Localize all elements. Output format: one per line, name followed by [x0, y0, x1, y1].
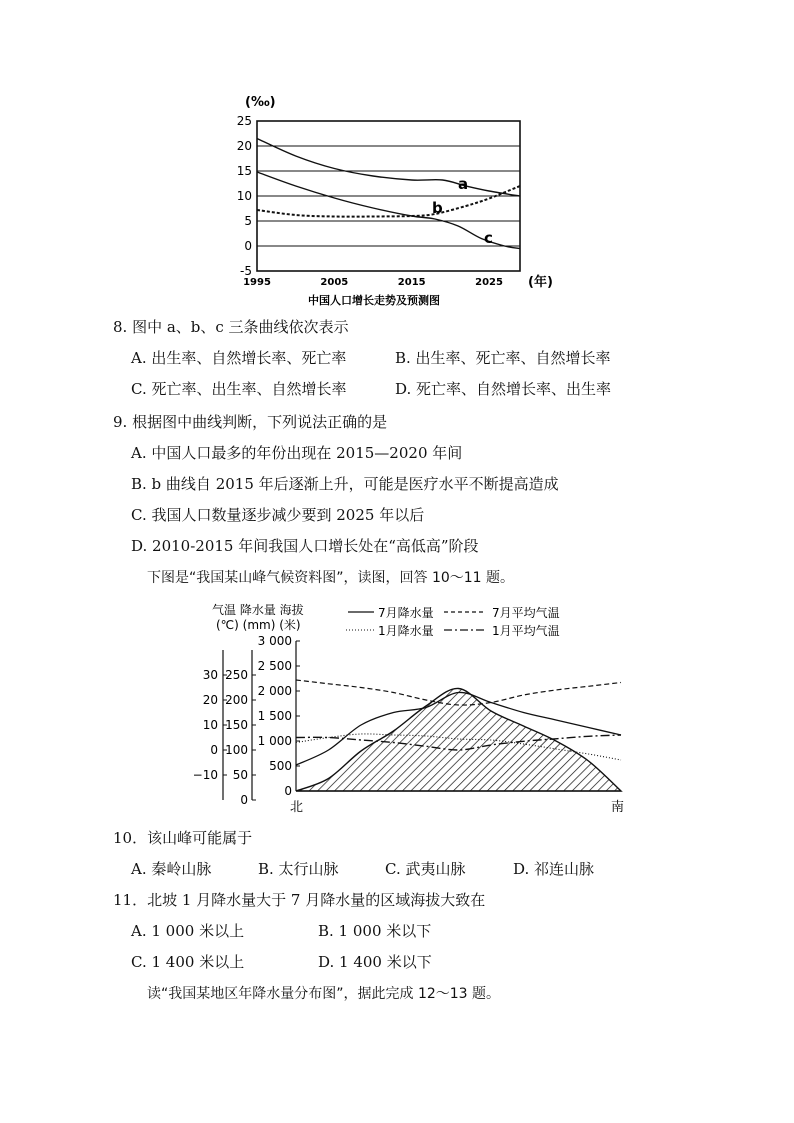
q11-option-b[interactable]: B. 1 000 米以下 [318, 922, 432, 940]
legend-jan-temp: 1月平均气温 [492, 624, 560, 638]
legend-july-temp: 7月平均气温 [492, 606, 560, 620]
chart1-y-tick-label: 10 [236, 189, 252, 203]
q10-option-c[interactable]: C. 武夷山脉 [385, 860, 466, 878]
q10-option-a[interactable]: A. 秦岭山脉 [131, 860, 212, 878]
precip-tick-label: 150 [225, 718, 248, 732]
mountain-profile [296, 688, 621, 791]
temp-tick-label: 30 [202, 668, 218, 682]
temp-tick-label: 20 [202, 693, 218, 707]
precip-tick-label: 100 [225, 743, 248, 757]
curve-label-c: c [484, 229, 493, 247]
altitude-tick-label: 1 000 [257, 734, 292, 748]
chart1-y-tick-label: 5 [244, 214, 252, 228]
q8-option-b[interactable]: B. 出生率、死亡率、自然增长率 [395, 349, 611, 367]
question-8-stem: 8. 图中 a、b、c 三条曲线依次表示 [113, 318, 349, 336]
chart1-y-tick-label: 20 [236, 139, 252, 153]
q9-option-b[interactable]: B. b 曲线自 2015 年后逐渐上升，可能是医疗水平不断提高造成 [131, 475, 559, 493]
precip-tick-label: 0 [240, 793, 248, 807]
mountain-climate-chart [192, 598, 636, 816]
chart1-x-tick-label: 2015 [397, 277, 426, 288]
q11-option-a[interactable]: A. 1 000 米以上 [131, 922, 245, 940]
q11-option-c[interactable]: C. 1 400 米以上 [131, 953, 245, 971]
question-11-stem: 11．北坡 1 月降水量大于 7 月降水量的区域海拔大致在 [113, 891, 486, 909]
temp-tick-label: 10 [202, 718, 218, 732]
chart2-axis-header-2: (℃) (mm) (米) [216, 618, 301, 632]
chart1-gridlines [257, 146, 520, 246]
intro-12-13: 读“我国某地区年降水量分布图”，据此完成 12～13 题。 [147, 986, 501, 1002]
chart1-series [257, 139, 520, 249]
chart2-south-label: 南 [611, 800, 625, 815]
chart1-x-tick-label: 2025 [475, 277, 503, 288]
precip-tick-label: 200 [225, 693, 248, 707]
chart2-north-label: 北 [290, 800, 304, 815]
q9-option-c[interactable]: C. 我国人口数量逐步减少要到 2025 年以后 [131, 506, 425, 524]
altitude-tick-label: 2 000 [257, 684, 292, 698]
q10-option-d[interactable]: D. 祁连山脉 [513, 860, 595, 878]
chart1-y-tick-label: 25 [236, 114, 252, 128]
q10-option-b[interactable]: B. 太行山脉 [258, 860, 339, 878]
curve-label-a: a [458, 175, 469, 193]
curve-c [257, 172, 520, 249]
chart1-y-tick-label: -5 [240, 264, 252, 278]
q8-option-c[interactable]: C. 死亡率、出生率、自然增长率 [131, 380, 347, 398]
chart1-x-tick-label: 1995 [243, 277, 271, 288]
intro-10-11: 下图是“我国某山峰气候资料图”，读图，回答 10～11 题。 [147, 570, 515, 586]
population-growth-chart [228, 92, 568, 310]
chart1-title: 中国人口增长走势及预测图 [308, 294, 440, 307]
chart1-y-tick-label: 15 [236, 164, 252, 178]
q11-option-d[interactable]: D. 1 400 米以下 [318, 953, 432, 971]
chart1-x-tick-label: 2005 [320, 277, 349, 288]
altitude-tick-label: 500 [269, 759, 292, 773]
question-10-stem: 10．该山峰可能属于 [113, 829, 253, 847]
chart1-x-ticks [243, 277, 503, 288]
question-9-stem: 9. 根据图中曲线判断，下列说法正确的是 [113, 413, 388, 431]
chart2-series [296, 680, 621, 791]
q8-option-d[interactable]: D. 死亡率、自然增长率、出生率 [395, 380, 612, 398]
chart1-y-ticks [237, 114, 252, 278]
altitude-tick-label: 0 [284, 784, 292, 798]
chart2-ticks [193, 634, 300, 807]
precip-tick-label: 50 [232, 768, 248, 782]
curve-label-b: b [432, 199, 443, 217]
temp-tick-label: 0 [210, 743, 218, 757]
chart2-axis-header-1: 气温 降水量 海拔 [212, 603, 304, 617]
q9-option-d[interactable]: D. 2010-2015 年间我国人口增长处在“高低高”阶段 [131, 537, 479, 555]
legend-jan-precip: 1月降水量 [378, 624, 434, 638]
q9-option-a[interactable]: A. 中国人口最多的年份出现在 2015—2020 年间 [131, 444, 463, 462]
chart1-unit-label: (‰) [245, 95, 276, 110]
chart1-x-unit: (年) [528, 275, 553, 290]
altitude-tick-label: 1 500 [257, 709, 292, 723]
legend-july-precip: 7月降水量 [378, 606, 434, 620]
curve-a [257, 139, 520, 197]
precip-tick-label: 250 [225, 668, 248, 682]
altitude-tick-label: 2 500 [257, 659, 292, 673]
chart1-y-tick-label: 0 [244, 239, 252, 253]
q8-option-a[interactable]: A. 出生率、自然增长率、死亡率 [131, 349, 347, 367]
altitude-tick-label: 3 000 [257, 634, 292, 648]
temp-tick-label: −10 [192, 768, 218, 782]
